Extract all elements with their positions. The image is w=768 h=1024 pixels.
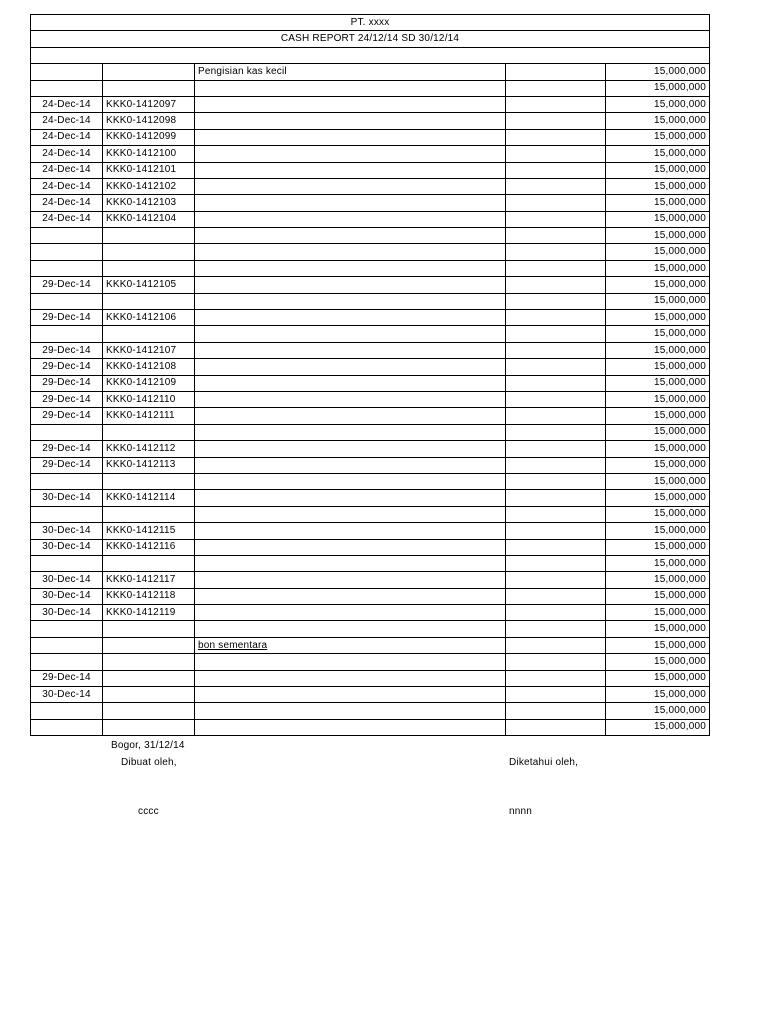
amount-cell: 15,000,000	[606, 408, 710, 424]
description-cell	[195, 359, 506, 375]
reference-cell	[103, 637, 195, 653]
description-cell	[195, 375, 506, 391]
amount-cell: 15,000,000	[606, 113, 710, 129]
amount-cell: 15,000,000	[606, 441, 710, 457]
reference-cell	[103, 228, 195, 244]
date-cell: 30-Dec-14	[31, 605, 103, 621]
blank-cell	[506, 277, 606, 293]
place-date: Bogor, 31/12/14	[111, 740, 185, 751]
description-cell	[195, 244, 506, 260]
date-cell	[31, 555, 103, 571]
description-cell	[195, 555, 506, 571]
description-cell	[195, 195, 506, 211]
table-row	[31, 687, 710, 703]
blank-cell	[506, 572, 606, 588]
date-cell: 24-Dec-14	[31, 113, 103, 129]
made-by-name: cccc	[138, 806, 159, 817]
table-row	[31, 670, 710, 686]
blank-cell	[506, 326, 606, 342]
amount-cell: 15,000,000	[606, 555, 710, 571]
blank-cell	[506, 555, 606, 571]
reference-cell: KKK0-1412101	[103, 162, 195, 178]
date-cell	[31, 326, 103, 342]
amount-cell: 15,000,000	[606, 424, 710, 440]
description-cell	[195, 490, 506, 506]
amount-cell: 15,000,000	[606, 572, 710, 588]
date-cell	[31, 719, 103, 735]
date-cell: 29-Dec-14	[31, 441, 103, 457]
amount-cell: 15,000,000	[606, 687, 710, 703]
blank-cell	[506, 457, 606, 473]
description-cell	[195, 146, 506, 162]
table-row	[31, 326, 710, 342]
date-cell: 24-Dec-14	[31, 96, 103, 112]
amount-cell: 15,000,000	[606, 670, 710, 686]
cash-report-table	[30, 14, 710, 736]
report-title: CASH REPORT 24/12/14 SD 30/12/14	[31, 31, 710, 47]
table-row	[31, 654, 710, 670]
date-cell	[31, 703, 103, 719]
table-row	[31, 228, 710, 244]
amount-cell: 15,000,000	[606, 310, 710, 326]
made-by-label: Dibuat oleh,	[121, 757, 177, 768]
table-row	[31, 719, 710, 735]
reference-cell: KKK0-1412117	[103, 572, 195, 588]
blank-cell	[506, 588, 606, 604]
amount-cell: 15,000,000	[606, 506, 710, 522]
spacer-cell	[31, 47, 710, 63]
table-row	[31, 277, 710, 293]
date-cell	[31, 228, 103, 244]
date-cell: 24-Dec-14	[31, 211, 103, 227]
blank-cell	[506, 80, 606, 96]
table-row	[31, 457, 710, 473]
description-cell	[195, 687, 506, 703]
blank-cell	[506, 391, 606, 407]
reference-cell: KKK0-1412105	[103, 277, 195, 293]
amount-cell: 15,000,000	[606, 228, 710, 244]
description-cell	[195, 719, 506, 735]
amount-cell: 15,000,000	[606, 277, 710, 293]
description-cell	[195, 605, 506, 621]
reference-cell	[103, 244, 195, 260]
blank-cell	[506, 621, 606, 637]
date-cell	[31, 260, 103, 276]
date-cell: 29-Dec-14	[31, 375, 103, 391]
description-cell	[195, 539, 506, 555]
table-row	[31, 195, 710, 211]
description-cell	[195, 523, 506, 539]
reference-cell	[103, 473, 195, 489]
date-cell	[31, 424, 103, 440]
reference-cell: KKK0-1412104	[103, 211, 195, 227]
reference-cell	[103, 80, 195, 96]
amount-cell: 15,000,000	[606, 80, 710, 96]
amount-cell: 15,000,000	[606, 260, 710, 276]
date-cell: 29-Dec-14	[31, 457, 103, 473]
reference-cell: KKK0-1412118	[103, 588, 195, 604]
amount-cell: 15,000,000	[606, 375, 710, 391]
reference-cell: KKK0-1412114	[103, 490, 195, 506]
date-cell: 30-Dec-14	[31, 523, 103, 539]
date-cell: 29-Dec-14	[31, 391, 103, 407]
date-cell	[31, 637, 103, 653]
blank-cell	[506, 539, 606, 555]
description-cell	[195, 162, 506, 178]
amount-cell: 15,000,000	[606, 342, 710, 358]
reference-cell	[103, 703, 195, 719]
known-by-name: nnnn	[509, 806, 533, 817]
amount-cell: 15,000,000	[606, 637, 710, 653]
date-cell: 29-Dec-14	[31, 359, 103, 375]
table-row	[31, 441, 710, 457]
amount-cell: 15,000,000	[606, 162, 710, 178]
date-cell	[31, 473, 103, 489]
table-row	[31, 113, 710, 129]
description-cell	[195, 342, 506, 358]
description-cell	[195, 293, 506, 309]
description-cell	[195, 260, 506, 276]
reference-cell	[103, 654, 195, 670]
blank-cell	[506, 719, 606, 735]
date-cell: 24-Dec-14	[31, 129, 103, 145]
reference-cell	[103, 555, 195, 571]
date-cell: 30-Dec-14	[31, 687, 103, 703]
description-cell	[195, 670, 506, 686]
date-cell: 24-Dec-14	[31, 146, 103, 162]
table-row	[31, 260, 710, 276]
date-cell	[31, 506, 103, 522]
table-row	[31, 146, 710, 162]
date-cell: 30-Dec-14	[31, 572, 103, 588]
blank-cell	[506, 96, 606, 112]
description-cell	[195, 424, 506, 440]
table-row	[31, 473, 710, 489]
company-name: PT. xxxx	[31, 15, 710, 31]
table-row	[31, 375, 710, 391]
reference-cell: KKK0-1412109	[103, 375, 195, 391]
blank-cell	[506, 441, 606, 457]
reference-cell	[103, 424, 195, 440]
blank-cell	[506, 703, 606, 719]
date-cell: 29-Dec-14	[31, 342, 103, 358]
date-cell: 29-Dec-14	[31, 670, 103, 686]
blank-cell	[506, 293, 606, 309]
amount-cell: 15,000,000	[606, 539, 710, 555]
table-row	[31, 408, 710, 424]
date-cell: 29-Dec-14	[31, 408, 103, 424]
known-by-label: Diketahui oleh,	[509, 757, 579, 768]
description-cell	[195, 408, 506, 424]
description-cell	[195, 703, 506, 719]
reference-cell	[103, 260, 195, 276]
description-cell	[195, 129, 506, 145]
reference-cell: KKK0-1412112	[103, 441, 195, 457]
table-row	[31, 621, 710, 637]
amount-cell: 15,000,000	[606, 490, 710, 506]
amount-cell: 15,000,000	[606, 293, 710, 309]
table-row	[31, 605, 710, 621]
table-row	[31, 211, 710, 227]
blank-cell	[506, 654, 606, 670]
amount-cell: 15,000,000	[606, 473, 710, 489]
blank-cell	[506, 146, 606, 162]
description-cell	[195, 654, 506, 670]
description-cell	[195, 588, 506, 604]
description-cell	[195, 326, 506, 342]
amount-cell: 15,000,000	[606, 178, 710, 194]
amount-cell: 15,000,000	[606, 244, 710, 260]
table-row	[31, 391, 710, 407]
blank-cell	[506, 506, 606, 522]
blank-cell	[506, 64, 606, 80]
description-text: bon sementara	[198, 639, 268, 651]
blank-cell	[506, 523, 606, 539]
table-row	[31, 162, 710, 178]
reference-cell: KKK0-1412100	[103, 146, 195, 162]
table-row	[31, 637, 710, 653]
date-cell: 29-Dec-14	[31, 310, 103, 326]
description-cell	[195, 637, 506, 653]
date-cell	[31, 80, 103, 96]
reference-cell: KKK0-1412110	[103, 391, 195, 407]
reference-cell: KKK0-1412111	[103, 408, 195, 424]
date-cell: 30-Dec-14	[31, 588, 103, 604]
blank-cell	[506, 342, 606, 358]
blank-cell	[506, 195, 606, 211]
blank-cell	[506, 113, 606, 129]
title-row	[31, 31, 710, 47]
reference-cell	[103, 670, 195, 686]
amount-cell: 15,000,000	[606, 621, 710, 637]
blank-cell	[506, 490, 606, 506]
blank-cell	[506, 260, 606, 276]
table-row	[31, 424, 710, 440]
description-cell	[195, 178, 506, 194]
description-cell	[195, 572, 506, 588]
reference-cell	[103, 64, 195, 80]
blank-cell	[506, 211, 606, 227]
date-cell: 24-Dec-14	[31, 178, 103, 194]
amount-cell: 15,000,000	[606, 129, 710, 145]
date-cell: 29-Dec-14	[31, 277, 103, 293]
amount-cell: 15,000,000	[606, 588, 710, 604]
date-cell	[31, 64, 103, 80]
blank-cell	[506, 310, 606, 326]
table-row	[31, 244, 710, 260]
blank-cell	[506, 162, 606, 178]
reference-cell: KKK0-1412115	[103, 523, 195, 539]
amount-cell: 15,000,000	[606, 719, 710, 735]
amount-cell: 15,000,000	[606, 654, 710, 670]
blank-cell	[506, 359, 606, 375]
table-row	[31, 588, 710, 604]
reference-cell: KKK0-1412108	[103, 359, 195, 375]
spacer-row	[31, 47, 710, 63]
reference-cell: KKK0-1412116	[103, 539, 195, 555]
reference-cell: KKK0-1412099	[103, 129, 195, 145]
reference-cell	[103, 621, 195, 637]
amount-cell: 15,000,000	[606, 457, 710, 473]
table-row	[31, 342, 710, 358]
reference-cell	[103, 687, 195, 703]
reference-cell: KKK0-1412107	[103, 342, 195, 358]
reference-cell	[103, 293, 195, 309]
date-cell	[31, 293, 103, 309]
reference-cell: KKK0-1412098	[103, 113, 195, 129]
blank-cell	[506, 424, 606, 440]
amount-cell: 15,000,000	[606, 359, 710, 375]
cash-report-sheet	[30, 14, 709, 736]
amount-cell: 15,000,000	[606, 523, 710, 539]
table-row	[31, 703, 710, 719]
reference-cell	[103, 719, 195, 735]
table-row	[31, 178, 710, 194]
description-cell	[195, 441, 506, 457]
description-cell	[195, 310, 506, 326]
reference-cell: KKK0-1412102	[103, 178, 195, 194]
table-row	[31, 80, 710, 96]
description-cell	[195, 457, 506, 473]
company-row	[31, 15, 710, 31]
date-cell	[31, 621, 103, 637]
description-cell	[195, 228, 506, 244]
description-cell	[195, 621, 506, 637]
date-cell: 30-Dec-14	[31, 490, 103, 506]
blank-cell	[506, 687, 606, 703]
reference-cell	[103, 326, 195, 342]
description-cell	[195, 506, 506, 522]
amount-cell: 15,000,000	[606, 64, 710, 80]
blank-cell	[506, 244, 606, 260]
description-cell	[195, 277, 506, 293]
description-cell	[195, 96, 506, 112]
blank-cell	[506, 605, 606, 621]
reference-cell: KKK0-1412103	[103, 195, 195, 211]
amount-cell: 15,000,000	[606, 391, 710, 407]
table-row	[31, 64, 710, 80]
table-row	[31, 310, 710, 326]
amount-cell: 15,000,000	[606, 326, 710, 342]
table-row	[31, 490, 710, 506]
table-row	[31, 359, 710, 375]
reference-cell: KKK0-1412119	[103, 605, 195, 621]
description-cell	[195, 391, 506, 407]
table-row	[31, 293, 710, 309]
blank-cell	[506, 473, 606, 489]
blank-cell	[506, 228, 606, 244]
description-cell	[195, 80, 506, 96]
amount-cell: 15,000,000	[606, 703, 710, 719]
reference-cell	[103, 506, 195, 522]
description-cell: Pengisian kas kecil	[195, 64, 506, 80]
amount-cell: 15,000,000	[606, 146, 710, 162]
blank-cell	[506, 178, 606, 194]
date-cell: 30-Dec-14	[31, 539, 103, 555]
reference-cell: KKK0-1412106	[103, 310, 195, 326]
reference-cell: KKK0-1412113	[103, 457, 195, 473]
table-row	[31, 506, 710, 522]
blank-cell	[506, 375, 606, 391]
table-row	[31, 539, 710, 555]
amount-cell: 15,000,000	[606, 195, 710, 211]
blank-cell	[506, 408, 606, 424]
date-cell	[31, 244, 103, 260]
blank-cell	[506, 129, 606, 145]
amount-cell: 15,000,000	[606, 96, 710, 112]
date-cell: 24-Dec-14	[31, 162, 103, 178]
description-cell	[195, 211, 506, 227]
table-row	[31, 96, 710, 112]
date-cell	[31, 654, 103, 670]
amount-cell: 15,000,000	[606, 605, 710, 621]
reference-cell: KKK0-1412097	[103, 96, 195, 112]
table-row	[31, 572, 710, 588]
blank-cell	[506, 670, 606, 686]
blank-cell	[506, 637, 606, 653]
table-row	[31, 523, 710, 539]
description-cell	[195, 473, 506, 489]
date-cell: 24-Dec-14	[31, 195, 103, 211]
table-row	[31, 129, 710, 145]
description-cell	[195, 113, 506, 129]
amount-cell: 15,000,000	[606, 211, 710, 227]
table-row	[31, 555, 710, 571]
